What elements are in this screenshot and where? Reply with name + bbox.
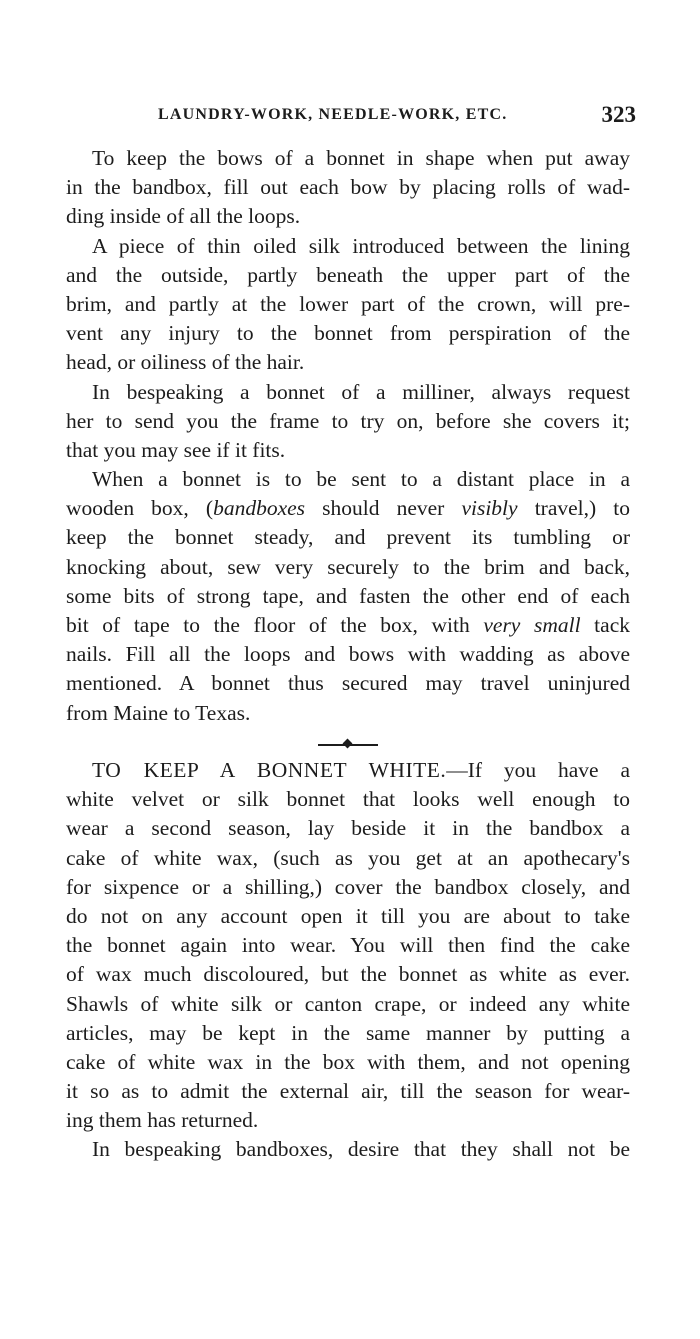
- text-line: articles, may be kept in the same manner by putting a: [66, 1020, 630, 1045]
- text-line: Shawls of white silk or canton crape, or indeed any white: [66, 991, 630, 1016]
- text-line: her to send you the frame to try on, before she covers it;: [66, 408, 630, 433]
- text-line: and the outside, partly beneath the upper part of the: [66, 262, 630, 287]
- running-title: LAUNDRY-WORK, NEEDLE-WORK, ETC.: [158, 106, 508, 123]
- text-run: bit of tape to the floor of the box, with: [66, 613, 484, 637]
- text-line: keep the bonnet steady, and prevent its tumbling or: [66, 525, 630, 550]
- text-line: head, or oiliness of the hair.: [66, 350, 305, 375]
- text-line: some bits of strong tape, and fasten the other end of each: [66, 583, 630, 608]
- italic-run: visibly: [461, 496, 518, 521]
- text-line: To keep the bows of a bonnet in shape when put away: [92, 146, 630, 170]
- text-line: wear a second season, lay beside it in the bandbox a: [66, 816, 630, 841]
- running-head: [158, 102, 636, 132]
- divider-ornament: [343, 739, 353, 749]
- text-line: In bespeaking bandboxes, desire that they shall not be: [92, 1137, 630, 1162]
- text-line: mentioned. A bonnet thus secured may travel uninjured: [66, 671, 630, 696]
- page-number: 323: [601, 102, 636, 127]
- text-line: brim, and partly at the lower part of the crown, will pre-: [66, 291, 630, 316]
- text-line: vent any injury to the bonnet from perspiration of the: [66, 321, 630, 346]
- section-heading: TO KEEP A BONNET WHITE.: [92, 758, 447, 782]
- text-line: ing them has returned.: [66, 1108, 259, 1133]
- text-line: A piece of thin oiled silk introduced between the lining: [92, 233, 630, 258]
- text-line-mixed: [66, 611, 630, 640]
- text-line: it so as to admit the external air, till the season for wear-: [66, 1079, 630, 1104]
- section-keep-bonnet-white: [66, 756, 630, 1165]
- text-line: in the bandbox, fill out each bow by placing rolls of wad-: [66, 175, 630, 200]
- text-line: that you may see if it fits.: [66, 437, 286, 462]
- text-line: In bespeaking a bonnet of a milliner, always request: [92, 379, 630, 404]
- text-line-heading: [66, 756, 630, 785]
- text-line: from Maine to Texas.: [66, 700, 251, 725]
- text-line: of wax much discoloured, but the bonnet as white as ever.: [66, 962, 630, 987]
- text-line: cake of white wax, (such as you get at an apothecary's: [66, 845, 630, 870]
- text-run: —If you have a: [446, 758, 630, 782]
- text-line: for sixpence or a shilling,) cover the bandbox closely, and: [66, 874, 630, 899]
- text-run: should never: [305, 496, 462, 521]
- text-line: ding inside of all the loops.: [66, 204, 301, 229]
- text-line: nails. Fill all the loops and bows with wadding as above: [66, 642, 630, 667]
- text-line: do not on any account open it till you are about to take: [66, 903, 630, 928]
- text-line: When a bonnet is to be sent to a distant place in a: [92, 467, 630, 492]
- text-run: tack: [580, 613, 630, 637]
- text-line-mixed: [66, 494, 630, 523]
- text-run: wooden box, (: [66, 496, 214, 521]
- text-line: the bonnet again into wear. You will then find the cake: [66, 933, 630, 958]
- italic-run: very small: [483, 613, 581, 637]
- text-line: knocking about, sew very securely to the brim and back,: [66, 554, 630, 579]
- text-line: cake of white wax in the box with them, and not opening: [66, 1049, 630, 1074]
- italic-run: bandboxes: [213, 496, 306, 521]
- text-line: white velvet or silk bonnet that looks well enough to: [66, 787, 630, 812]
- text-run: travel,) to: [517, 496, 630, 521]
- section-bonnet-care: [66, 144, 630, 728]
